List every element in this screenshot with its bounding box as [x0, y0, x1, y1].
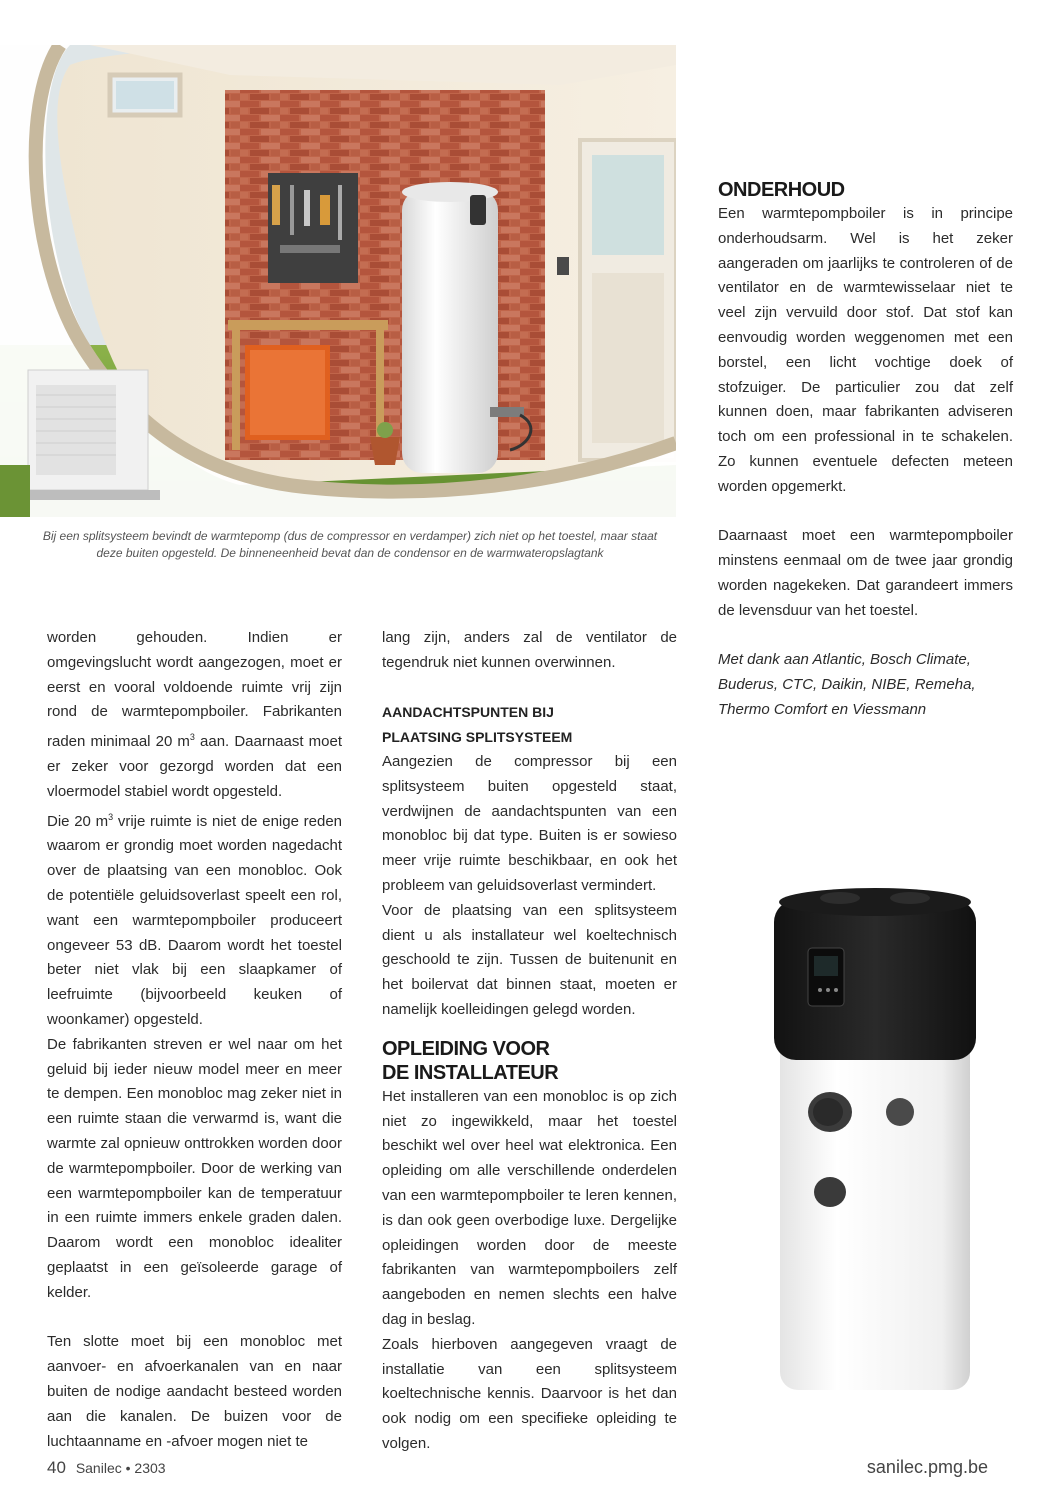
article-column-3 — [718, 178, 1013, 723]
paragraph: Daarnaast moet een warmtepompboiler minstens eenmaal om de twee jaar grondig worden nagekeken. Dat garandeert immers de levensduur van het toestel. — [718, 527, 1013, 619]
paragraph: Ten slotte moet bij een monobloc met aanvoer- en afvoerkanalen van en naar buiten de nodige aandacht besteed worden aan die kanalen. De buizen voor de luchtaanname en -afvoer mogen niet te — [47, 1333, 342, 1450]
heading-opleiding: OPLEIDING VOOR DE INSTALLATEUR — [382, 1037, 559, 1084]
paragraph: lang zijn, anders zal de ventilator de tegendruk niet kunnen overwinnen. — [382, 629, 677, 671]
wall-switch — [557, 257, 569, 275]
garage-scene-illustration — [0, 45, 676, 517]
tool-pegboard — [268, 173, 358, 283]
article-column-1 — [47, 626, 342, 1454]
footer-left — [47, 1458, 166, 1478]
article-column-2 — [382, 626, 677, 1457]
door — [580, 140, 676, 460]
paragraph: Aangezien de compressor bij een splitsysteem buiten opgesteld staat, verdwijnen de aandachtspunten van een monobloc bij dat type. Buiten is er sowieso meer vrije ruimte beschikbaar, en ook het probleem van geluidsoverlast vermindert. — [382, 752, 677, 894]
paragraph: Voor de plaatsing van een splitsysteem dient u als installateur wel koeltechnisch geschoold te zijn. Tussen de buitenunit en het boilervat dat binnen staat, moeten er namelijk koelleidingen gelegd worden. — [382, 901, 677, 1018]
outdoor-heat-pump-unit — [20, 370, 160, 500]
heatpump-boiler-illustration — [760, 880, 990, 1400]
paragraph: Het installeren van een monobloc is op zich niet zo ingewikkeld, maar het toestel beschikt wel over heel wat elektronica. Een opleiding om alle verschillende onderdelen van een warmtepompboiler te leren kennen, is dan ook geen overbodige luxe. Dergelijke opleidingen worden door de meeste fabrikanten van warmtepompboilers zelf aangeboden en nemen slechts een halve dag in beslag. — [382, 1087, 677, 1328]
website-link[interactable]: sanilec.pmg.be — [866, 1457, 988, 1477]
paragraph: Zoals hierboven aangegeven vraagt de installatie van een splitsysteem koeltechnische kennis. Daarvoor is het dan ook nodig om een specifieke opleiding te volgen. — [382, 1335, 677, 1452]
page-number: 40 — [47, 1458, 66, 1477]
paragraph: De fabrikanten streven er wel naar om het geluid bij ieder nieuw model meer en meer te dempen. Een monobloc mag zeker niet in een ruimte staan die verwarmd is, want die warmte zal opnieuw onttrokken worden door de warmtepompboiler. Door de werking van een warmtepompboiler kan de temperatuur in een ruimte immers enkele graden dalen. Daarom wordt een monobloc idealiter geplaatst in een geïsoleerde garage of kelder. — [47, 1035, 342, 1301]
paragraph: Een warmtepompboiler is in principe onderhoudsarm. Wel is het zeker aangeraden om jaarlijks te controleren of de ventilator en de warmtewisselaar niet te veel zijn vervuild door stof. Dat stof kan eenvoudig worden weggenomen met een borstel, een licht vochtige doek of stofzuiger. De particulier zou dat zelf kunnen doen, maar fabrikanten adviseren toch om een professional in te schakelen. Zo kunnen eventuele defecten meteen worden opgemerkt. — [718, 205, 1013, 495]
paragraph: worden gehouden. Indien er omgevingslucht wordt aangezogen, moet er eerst en vooral voldoende ruimte vrij zijn rond de warmtepompboiler. Fabrikanten raden minimaal 20 $m^3$ aan. Daarnaast moet er zeker voor gezorgd worden dat een vloermodel stabiel wordt opgesteld. — [47, 629, 342, 800]
paragraph: Die 20 $m^3$ vrije ruimte is niet de enige reden waarom er grondig moet worden nagedacht over de plaatsing van een monobloc. Ook de potentiële geluidsoverlast speelt een rol, want een warmtepompboiler produceert ongeveer 53 dB. Daarom wordt het toestel beter niet vlak bij een slaapkamer of leefruimte (bijvoorbeeld keuken of woonkamer) opgesteld. — [47, 811, 342, 1028]
photo-caption: Bij een splitsysteem bevindt de warmtepomp (dus de compressor en verdamper) zich niet op het toestel, maar staat deze buiten opgesteld. De binneneenheid bevat dan de condensor en de warmwateropslagtank — [42, 529, 658, 560]
subheading-splitsysteem: AANDACHTSPUNTEN BIJ PLAATSING SPLITSYSTEEM — [382, 704, 573, 746]
heading-onderhoud: ONDERHOUD — [718, 179, 845, 201]
hero-photo-splitsysteem — [0, 45, 676, 517]
window-left — [110, 75, 180, 115]
publication-name: Sanilec • 2303 — [75, 1460, 166, 1476]
acknowledgement: Met dank aan Atlantic, Bosch Climate, Buderus, CTC, Daikin, NIBE, Remeha, Thermo Comfort en Viessmann — [718, 651, 976, 718]
product-photo-heatpump-boiler — [760, 880, 990, 1400]
